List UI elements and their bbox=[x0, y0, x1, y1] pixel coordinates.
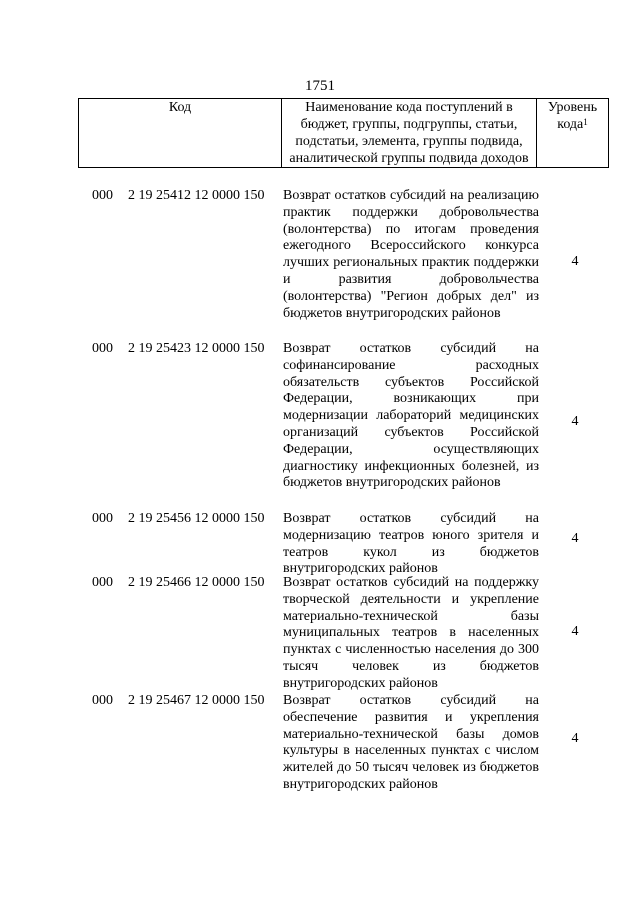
header-level bbox=[537, 99, 609, 168]
income-code: 2 19 25423 12 0000 150 bbox=[128, 341, 265, 356]
income-name: Возврат остатков субсидий на обеспечение развития и укрепления материально-технической базы домов культуры в населенных пунктах с числом жителей до 50 тысяч человек из бюджетов внутригородских районов bbox=[283, 693, 539, 792]
income-name: Возврат остатков субсидий на реализацию практик поддержки добровольчества (волонтерства) по итогам проведения ежегодного Всероссийского конкурса лучших региональных практик поддержки и развития добровольчества (волонтерства) "Регион добрых дел" из бюджетов внутригородских районов bbox=[283, 188, 539, 321]
income-level: 4 bbox=[571, 531, 579, 546]
page-number: 1751 bbox=[305, 78, 335, 94]
income-code: 2 19 25467 12 0000 150 bbox=[128, 693, 265, 708]
income-code: 2 19 25466 12 0000 150 bbox=[128, 575, 265, 590]
income-level: 4 bbox=[571, 254, 579, 269]
table-header bbox=[78, 98, 609, 168]
admin-code: 000 bbox=[92, 693, 113, 708]
income-code: 2 19 25456 12 0000 150 bbox=[128, 511, 265, 526]
income-level: 4 bbox=[571, 624, 579, 639]
income-name: Возврат остатков субсидий на поддержку творческой деятельности и укрепление материально-технической базы муниципальных театров в населенных пунктах с численностью населения до 300 тысяч человек из бюджетов внутригородских районов bbox=[283, 575, 539, 691]
admin-code: 000 bbox=[92, 341, 113, 356]
header-level-footnote: 1 bbox=[583, 117, 588, 127]
income-code: 2 19 25412 12 0000 150 bbox=[128, 188, 265, 203]
header-level-label: Уровень кода bbox=[547, 100, 598, 132]
admin-code: 000 bbox=[92, 188, 113, 203]
header-name-label: Наименование кода поступлений в бюджет, группы, подгруппы, статьи, подстатьи, элемента, группы подвида, аналитической группы подвида доходов bbox=[289, 100, 529, 166]
admin-code: 000 bbox=[92, 511, 113, 526]
header-code-label: Код bbox=[168, 100, 192, 115]
admin-code: 000 bbox=[92, 575, 113, 590]
header-code bbox=[79, 99, 282, 168]
income-name: Возврат остатков субсидий на модернизацию театров юного зрителя и театров кукол из бюджетов внутригородских районов bbox=[283, 511, 539, 577]
income-level: 4 bbox=[571, 414, 579, 429]
header-name bbox=[282, 99, 537, 168]
income-level: 4 bbox=[571, 731, 579, 746]
income-name: Возврат остатков субсидий на софинансирование расходных обязательств субъектов Российской Федерации, возникающих при модернизации лабораторий медицинских организаций субъектов Российской Федерации, осуществляющих диагностику инфекционных болезней, из бюджетов внутригородских районов bbox=[283, 341, 539, 491]
